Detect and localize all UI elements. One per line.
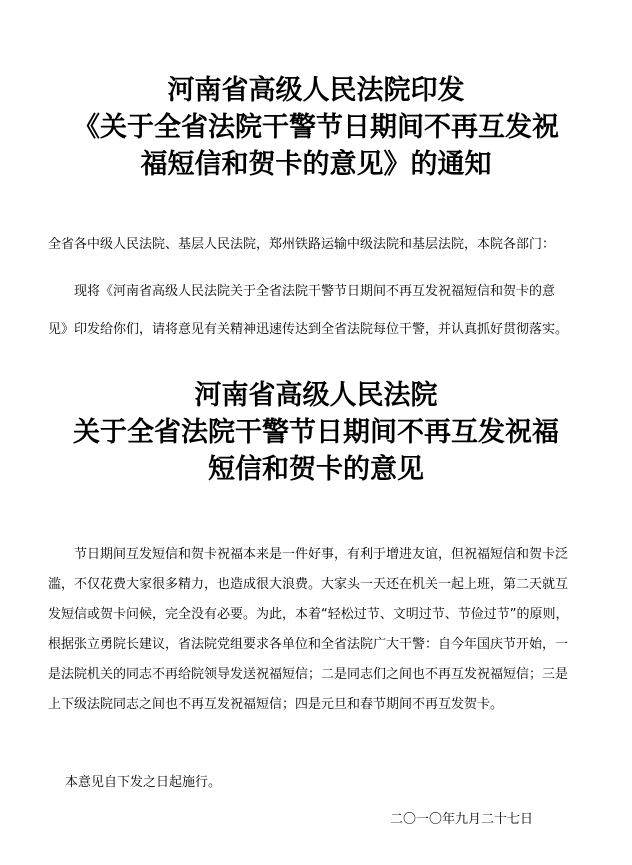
opinion-paragraph-line-3: 发短信或贺卡问候，完全没有必要。为此，本着“轻松过节、文明过节、节俭过节”的原则， bbox=[48, 607, 569, 622]
notice-title-line-2: 《关于全省法院干警节日期间不再互发祝 bbox=[73, 112, 559, 143]
opinion-title bbox=[0, 377, 632, 488]
salutation: 全省各中级人民法院、基层人民法院，郑州铁路运输中级法院和基层法院，本院各部门： bbox=[48, 237, 556, 252]
opinion-paragraph-line-6: 上下级法院同志之间也不再互发祝福短信；四是元旦和春节期间不再互发贺卡。 bbox=[48, 697, 504, 712]
opinion-paragraph-line-5: 是法院机关的同志不再给院领导发送祝福短信；二是同志们之间也不再互发祝福短信；三是 bbox=[48, 667, 569, 682]
opinion-paragraph-line-2: 滥，不仅花费大家很多精力，也造成很大浪费。大家头一天还在机关一起上班，第二天就互 bbox=[48, 577, 569, 592]
closing-statement: 本意见自下发之日起施行。 bbox=[65, 775, 222, 790]
notice-title-line-1: 河南省高级人民法院印发 bbox=[167, 75, 465, 106]
notice-paragraph-line-1: 现将《河南省高级人民法院关于全省法院干警节日期间不再互发祝福短信和贺卡的意 bbox=[74, 284, 556, 299]
opinion-title-line-1: 河南省高级人民法院 bbox=[194, 380, 438, 411]
notice-title-line-3: 福短信和贺卡的意见》的通知 bbox=[140, 149, 492, 180]
document-date: 二〇一〇年九月二十七日 bbox=[390, 812, 534, 827]
opinion-paragraph bbox=[48, 540, 568, 720]
opinion-paragraph-line-1: 节日期间互发短信和贺卡祝福本来是一件好事，有利于增进友谊，但祝福短信和贺卡泛 bbox=[74, 547, 569, 562]
opinion-paragraph-line-4: 根据张立勇院长建议，省法院党组要求各单位和全省法院广大干警：自今年国庆节开始，一 bbox=[48, 637, 569, 652]
opinion-title-line-3: 短信和贺卡的意见 bbox=[208, 454, 424, 485]
opinion-title-line-2: 关于全省法院干警节日期间不再互发祝福 bbox=[73, 417, 559, 448]
notice-paragraph bbox=[48, 273, 568, 349]
notice-paragraph-line-2: 见》印发给你们，请将意见有关精神迅速传达到全省法院每位干警，并认真抓好贯彻落实。 bbox=[48, 322, 569, 337]
notice-title bbox=[0, 72, 632, 183]
